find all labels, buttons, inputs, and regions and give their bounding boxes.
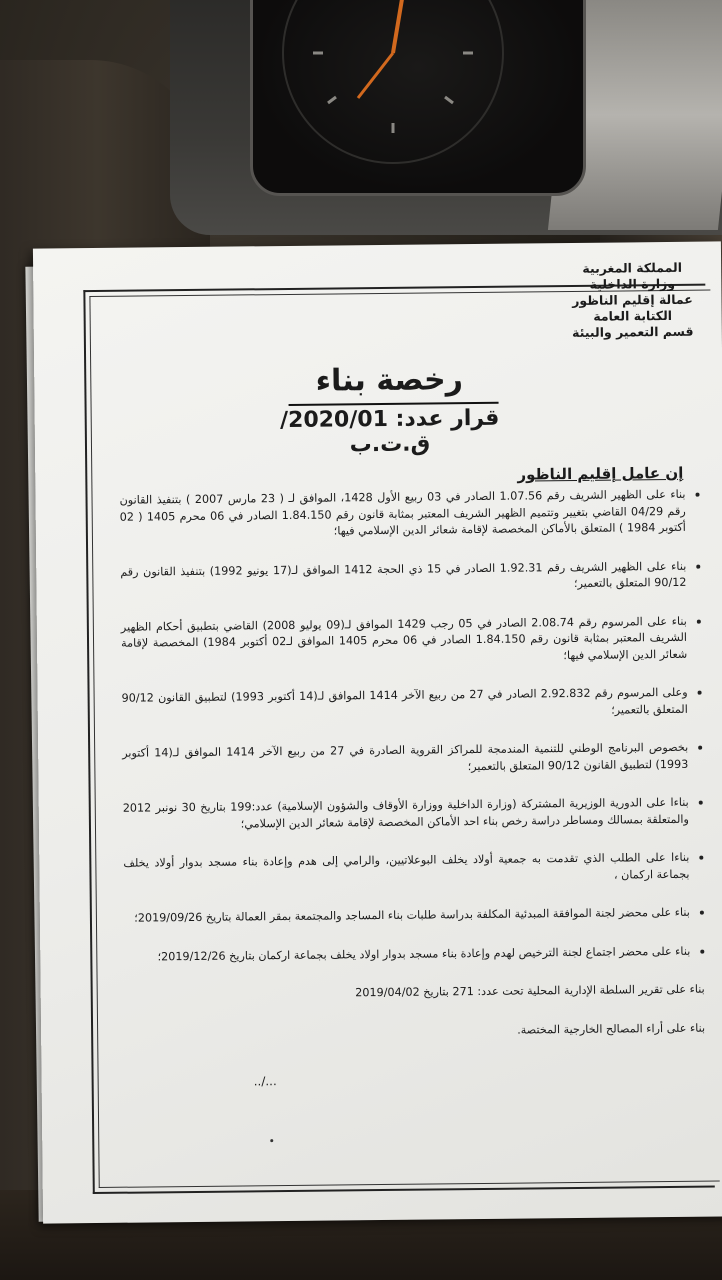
recital-item	[125, 1020, 705, 1043]
bullet-icon	[697, 619, 701, 623]
recital-text: بناء على الظهير الشريف رقم 1.07.56 الصادر في 03 ربيع الأول 1428، الموافق لـ ( 23 مارس 2007 ) بتنفيذ القانون رقم 04/29 القاضي بتغيير وتتميم الظهير الشريف المعتبر بمثابة قانون رقم 1.84.150 الصادر في 06 محرم 1405 ( 02 أكتوبر 1984 ) المتعلق بالأماكن المخصصة لإقامة شعائر الدين الإسلامي فيها؛	[119, 487, 686, 538]
document-page	[33, 241, 722, 1223]
recital-item	[123, 850, 703, 889]
bullet-icon	[700, 949, 704, 953]
letterhead-kingdom: المملكة المغربية	[582, 259, 683, 276]
recital-text: وعلى المرسوم رقم 2.92.832 الصادر في 27 من ربيع الآخر 1414 الموافق لـ(14 أكتوبر 1993) لتطبيق القانون 90/12 المتعلق بالتعمير؛	[121, 685, 688, 717]
recital-text: بناء على تقرير السلطة الإدارية المحلية تحت عدد: 271 بتاريخ 2019/04/02	[355, 982, 705, 1000]
continued-marker: ../...	[253, 1074, 277, 1089]
recital-item	[124, 905, 704, 928]
recital-text: بناء على محضر لجنة الموافقة المبدئية المكلفة بدراسة طلبات بناء المساجد والمجتمعة بمقر العمالة بتاريخ 2019/09/26؛	[134, 905, 690, 925]
document-title: رخصة بناء	[315, 362, 464, 399]
recital-item	[122, 685, 702, 724]
recital-text: بناء على المرسوم رقم 2.08.74 الصادر في 05 رجب 1429 الموافق لـ(09 يوليو 2008) القاضي بتطبيق أحكام الظهير الشريف المعتبر بمثابة قانون رقم 1.84.150 الصادر في 06 محرم 1405 الموافق لـ02 أكتوبر 1984) المخصصة لإقامة شعائر الدين الإسلامي فيها؛	[120, 614, 688, 662]
governor-heading: إن عامل إقليم الناظور	[517, 463, 684, 484]
recital-item	[125, 982, 705, 1005]
decision-number: قرار عدد: 2020/01/ ق.ت.ب	[279, 405, 500, 458]
bullet-icon	[699, 801, 703, 805]
letterhead-ministry: وزارة الداخلية	[589, 275, 676, 292]
recital-text: بناء على محضر اجتماع لجنة الترخيص لهدم وإعادة بناء مسجد بدوار اولاد يخلف بجماعة اركمان بتاريخ 2019/12/26؛	[157, 944, 691, 963]
gauge-icon	[253, 0, 583, 193]
recital-item	[122, 740, 702, 779]
bullet-icon	[699, 856, 703, 860]
letterhead-province: عمالة إقليم الناظور	[572, 291, 693, 308]
stray-mark	[270, 1139, 273, 1142]
recital-text: بناءا على الدورية الوزيرية المشتركة (وزارة الداخلية ووزارة الأوقاف والشؤون الإسلامية) عدد:199 بتاريخ 30 نونبر 2012 والمتعلقة بمسالك ومساطر دراسة رخص بناء احد الأماكن المخصصة لإقامة شعائر الدين الإسلامي؛	[122, 795, 689, 830]
recital-item	[121, 613, 701, 669]
letterhead	[547, 259, 718, 341]
recital-item	[123, 795, 703, 834]
recital-text: بناء على أراء المصالح الخارجية المختصة.	[517, 1021, 706, 1037]
bullet-icon	[696, 493, 700, 497]
recitals-list	[119, 487, 705, 1065]
recital-text: بخصوص البرنامج الوطني للتنمية المندمجة للمراكز القروية الصادرة في 27 من ربيع الآخر 1414 الموافق لـ(14 أكتوبر 1993) لتطبيق القانون 90/12 المتعلق بالتعمير؛	[122, 740, 689, 773]
instrument-gauge	[250, 0, 586, 196]
letterhead-secretariat: الكتابة العامة	[593, 307, 673, 324]
recital-text: بناءا على الطلب الذي تقدمت به جمعية أولاد يخلف البوعلاتيين، والرامي إلى هدم وإعادة بناء مسجد بدوار أولاد يخلف بجماعة اركمان ،	[123, 850, 690, 882]
bullet-icon	[698, 691, 702, 695]
recital-item	[124, 943, 704, 966]
recital-item	[119, 487, 699, 543]
recital-text: بناء على الظهير الشريف رقم 1.92.31 الصادر في 15 ذي الحجة 1412 الموافق لـ(17 يونيو 1992) بتنفيذ القانون رقم 90/12 المتعلق بالتعمير؛	[120, 559, 687, 590]
bullet-icon	[700, 911, 704, 915]
bullet-icon	[696, 564, 700, 568]
recital-item	[120, 558, 700, 597]
bullet-icon	[698, 746, 702, 750]
letterhead-department: قسم التعمير والبيئة	[572, 323, 694, 340]
